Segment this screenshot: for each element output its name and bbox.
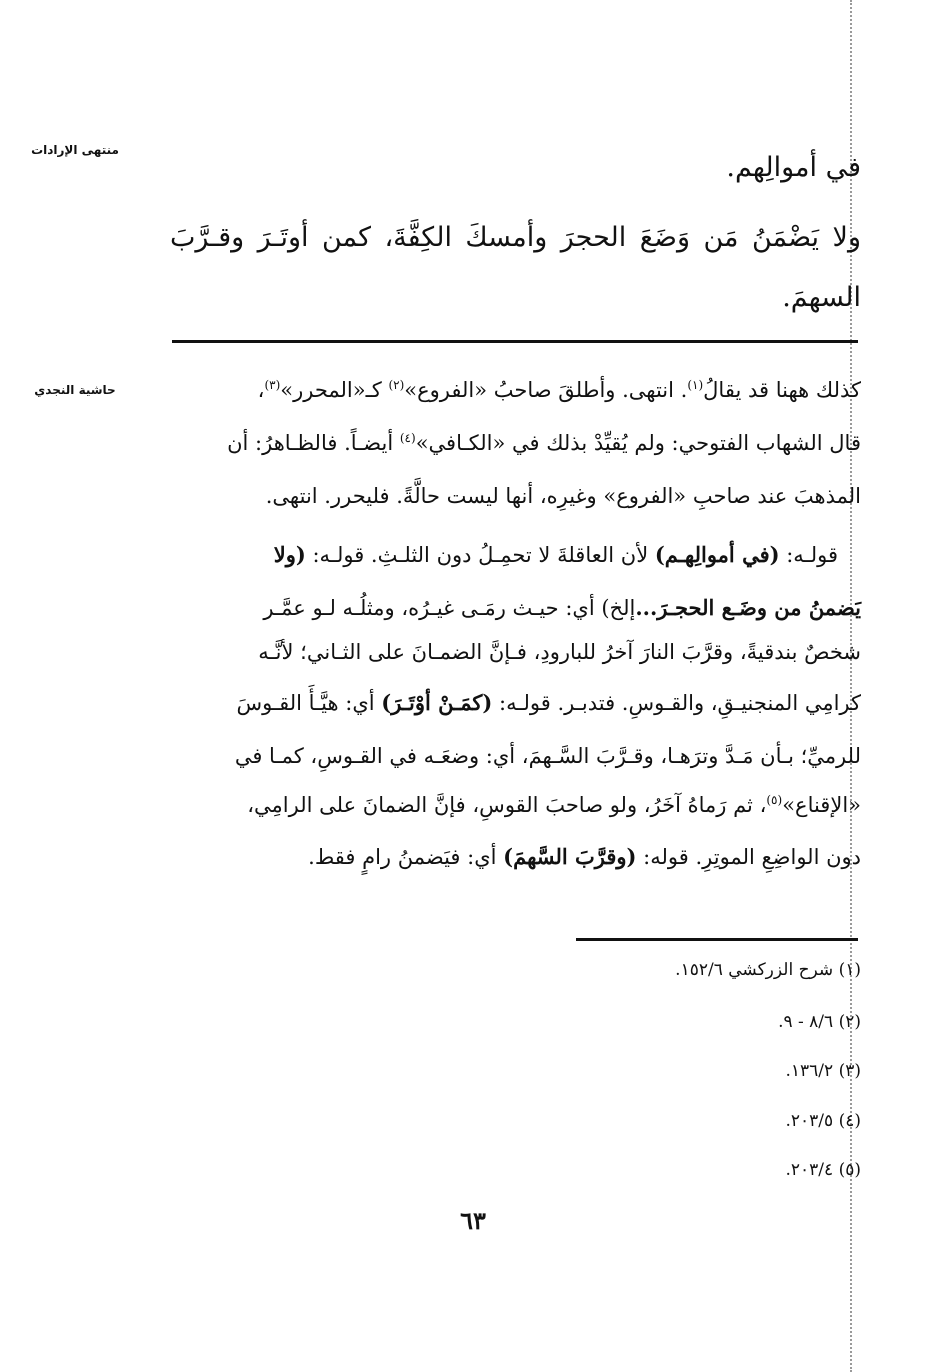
- hashiya-p2-line-1: [168, 542, 838, 567]
- text-run: كـ«المحرر»: [280, 378, 389, 402]
- bold-run: (كمَـنْ أوْتَـرَ): [381, 690, 493, 715]
- matn-line-1: في أموالِهم.: [726, 152, 861, 183]
- hashiya-p2-line-3: شخصٌ بندقيةً، وقرَّبَ النارَ آخرُ للبارودِ، فـإنَّ الضمـانَ على الثـاني؛ لأنَّـه: [258, 640, 861, 664]
- side-label-muntaha: منتهى الإرادات: [31, 143, 119, 157]
- text-run: أي: فيَضمنُ رامٍ فقط.: [308, 845, 504, 869]
- side-label-hashiya: حاشية النجدي: [34, 383, 116, 397]
- bold-run: (وقرَّبَ السَّهمَ): [503, 844, 637, 869]
- hashiya-p2-line-4: [168, 690, 861, 715]
- footnote-4: (٤) ٢٠٣/٥.: [785, 1111, 861, 1131]
- text-run: أي: هيَّـأَ القـوسَ: [236, 691, 382, 715]
- text-run: قولـه:: [779, 543, 838, 567]
- page-number: ٦٣: [460, 1206, 486, 1235]
- hashiya-p2-line-7: [168, 844, 861, 869]
- text-run: ، ثم رَماهُ آخَرُ، ولو صاحبَ القوسِ، فإنَّ الضمانَ على الرامِي،: [247, 793, 767, 817]
- hashiya-p1-line-3: المذهبَ عند صاحبِ «الفروع» وغيرِه، أنها ليست حالَّةً. فليحرر. انتهى.: [265, 484, 861, 508]
- separator-rule: [172, 340, 858, 343]
- text-run: . انتهى. وأطلقَ صاحبُ «الفروع»: [404, 378, 688, 402]
- footnote-3: (٣) ١٣٦/٢.: [785, 1061, 861, 1081]
- text-run: كرامِي المنجنيـقِ، والقـوسِ. فتدبـر. قولـه:: [492, 691, 861, 715]
- text-run: أيضـاً. فالظـاهرُ: أن: [227, 431, 400, 455]
- bold-run: يَضمنُ من وضَـع الحجـرَ...: [635, 595, 861, 620]
- text-run: دون الواضِعِ الموتِرِ. قوله:: [636, 845, 861, 869]
- text-run: قال الشهاب الفتوحي: ولم يُقيِّدْ بذلك في «الكـافي»: [415, 431, 861, 455]
- hashiya-p2-line-5: للرميِّ؛ بـأن مَـدَّ وترَهـا، وقـرَّبَ السَّـهمَ، أي: وضعَـه في القـوسِ، كمـا في: [234, 744, 861, 768]
- footnote-ref: (٤): [399, 431, 416, 445]
- text-run: إلخ) أي: حيـث رمَـى غيـرُه، ومثلُـه لـو عمَّـر: [263, 596, 636, 620]
- bold-run: (في أموالِهـم): [654, 542, 780, 567]
- footnote-1: (١) شرح الزركشي ١٥٢/٦.: [675, 960, 861, 980]
- text-run: لأن العاقلةَ لا تحمِـلُ دون الثلـثِ. قولـه:: [305, 543, 655, 567]
- matn-line-3: السهمَ.: [782, 282, 861, 313]
- text-run: «الإقناع»: [782, 793, 861, 817]
- text-run: كذلك ههنا قد يقالُ: [703, 378, 861, 402]
- hashiya-p1-line-2: [168, 431, 861, 455]
- footnote-separator-rule: [576, 938, 858, 941]
- text-run: ،: [257, 378, 265, 402]
- footnote-ref: (٢): [388, 378, 405, 392]
- bold-run: (ولا: [273, 542, 306, 567]
- matn-line-2: ولا يَضْمَنُ مَن وَضَعَ الحجرَ وأمسكَ الكِفَّةَ، كمن أوتَـرَ وقـرَّبَ: [170, 222, 861, 253]
- footnote-5: (٥) ٢٠٣/٤.: [785, 1160, 861, 1180]
- footnote-2: (٢) ٨/٦ - ٩.: [778, 1012, 861, 1032]
- footnote-ref: (٣): [264, 378, 281, 392]
- hashiya-p1-line-1: [168, 378, 861, 402]
- footnote-ref: (٥): [766, 793, 783, 807]
- hashiya-p2-line-6: [168, 793, 861, 817]
- hashiya-p2-line-2: [168, 595, 861, 620]
- footnote-ref: (١): [687, 378, 704, 392]
